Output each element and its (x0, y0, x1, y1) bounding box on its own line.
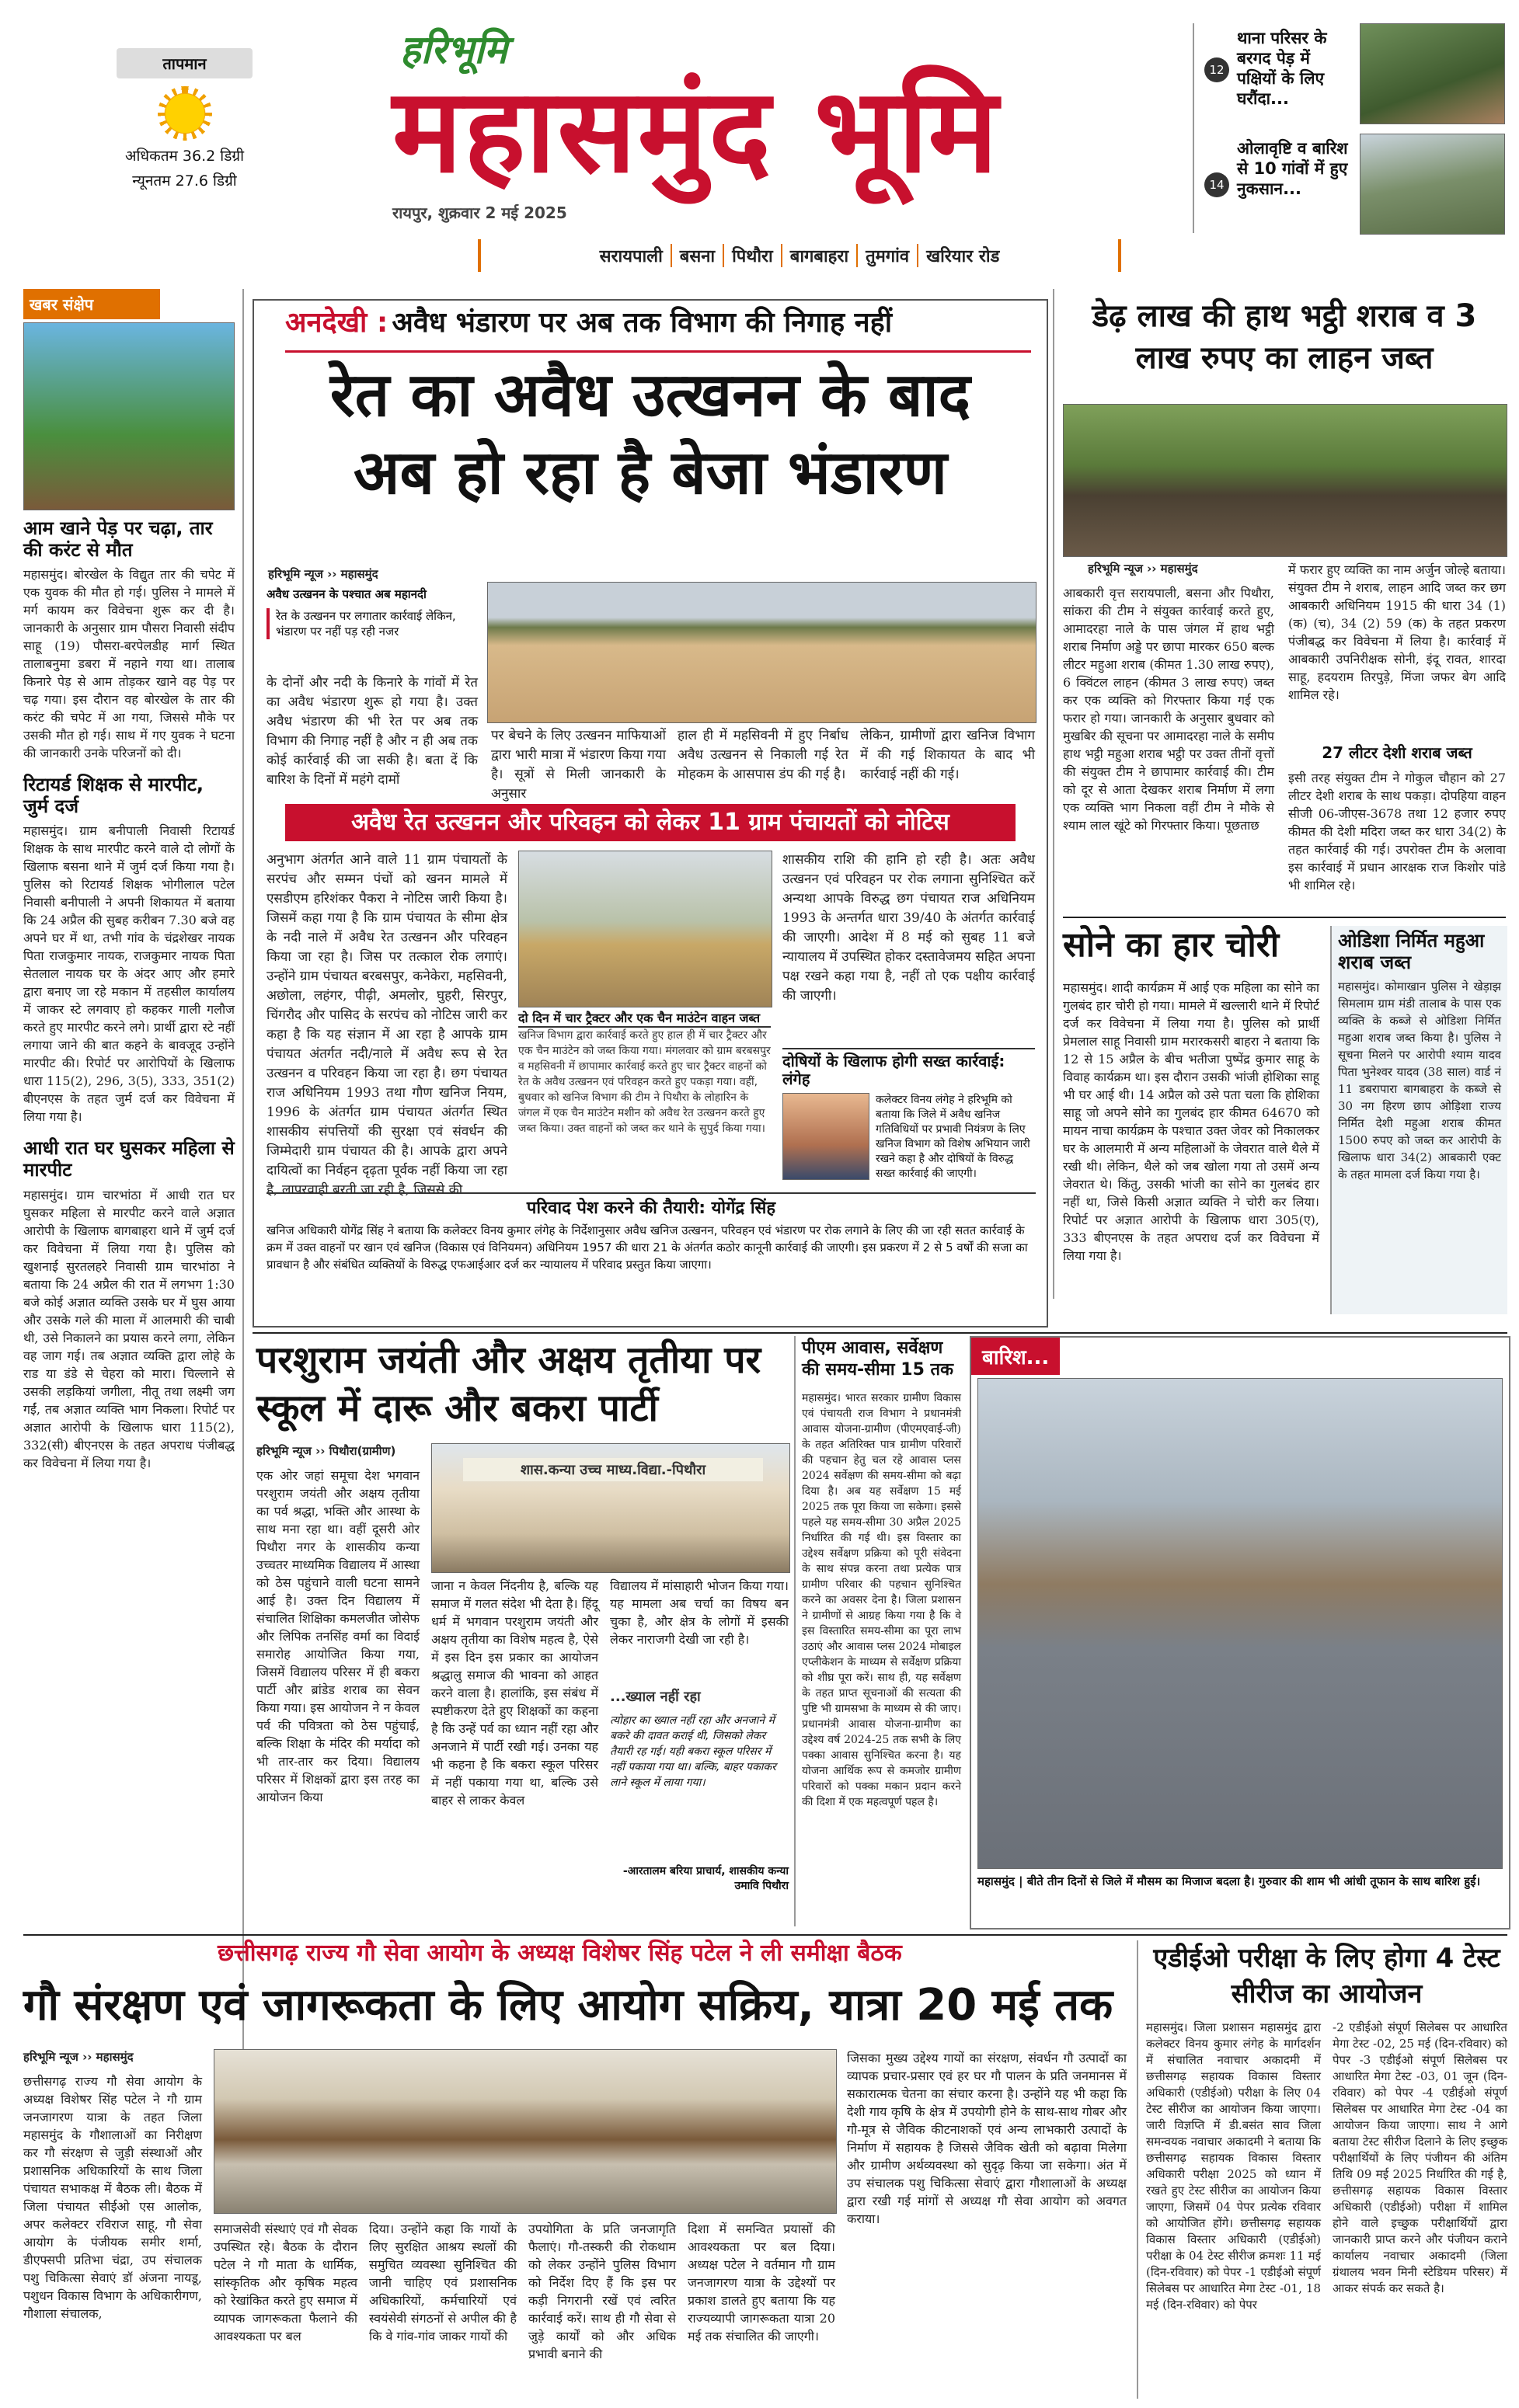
min-temp: न्यूनतम 27.6 डिग्री (132, 172, 237, 190)
page-badge: 14 (1204, 172, 1229, 197)
notice-body-2: शासकीय राशि की हानि हो रही है। अतः अवैध उत्खनन एवं परिवहन पर रोक लगाना सुनिश्चित करें अन्यथा आपके विरुद्ध छग पंचायत राज अधिनियम 1993 के अन्तर्गत धारा 39/40 के अंतर्गत कार्रवाई की जाएगी। आदेश में 8 मई को सुबह 11 बजे न्यायालय में उपस्थित होकर दस्तावेजमय सहित अपना पक्ष रखने कहा गया है, नहीं तो एक पक्षीय कार्रवाई की जाएगी। (782, 852, 1035, 1004)
teaser-1[interactable] (1197, 23, 1507, 126)
school-photo (431, 1443, 790, 1573)
lead-body-col-b: पर बेचने के लिए उत्खनन माफियाओं द्वारा भारी मात्रा में भंडारण किया गया है। सूत्रों से मिली जानकारी के अनुसार (491, 728, 666, 802)
ado-body-1: महासमुंद। जिला प्रशासन महासमुंद द्वारा कलेक्टर विनय कुमार लंगेह के मार्गदर्शन में संचालित नवाचार अकादमी में छत्तीसगढ़ सहायक विकास विस्तार अधिकारी (एडीईओ) परीक्षा के लिए 04 टेस्ट सीरीज का आयोजन किया जाएगा। जारी विज्ञप्ति में डी.बसंत साव जिला समन्वयक नवाचार अकादमी ने बताया कि छत्तीसगढ़ सहायक विकास विस्तार अधिकारी परीक्षा 2025 को ध्यान में रखते हुए टेस्ट सीरीज का आयोजन किया जाएगा, जिसमें 04 पेपर प्रत्येक रविवार को आयोजित होंगे। छत्तीसगढ़ सहायक विकास विस्तार अधिकारी (एडीईओ) परीक्षा के 04 टेस्ट सीरीज क्रमशः 11 मई (दिन-रविवार) को पेपर -1 एडीईओ संपूर्ण सिलेबस पर आधारित मेगा टेस्ट -01, 18 मई (दिन-रविवार) को पेपर (1146, 2020, 1321, 2312)
lead-kicker (285, 307, 1031, 353)
party-quote-body: त्योहार का ख्याल नहीं रहा और अनजाने में बकरे की दावत कराई थी, जिसको लेकर तैयारी रह गई। यही बकरा स्कूल परिसर में नहीं पकाया गया था। बल्कि, बाहर पकाकर लाने स्कूल में लाया गया। (610, 1714, 776, 1789)
teaser-text: थाना परिसर के बरगद पेड़ में पक्षियों के लिए घरौंदा... (1237, 29, 1327, 108)
lead-summary-box (267, 586, 478, 672)
brief-1-body: महासमुंद। बोरखेल के विद्युत तार की चपेट में एक युवक की मौत हो गई। पुलिस ने मामले में मर्ग कायम कर विवेचना शुरू कर दी है। जानकारी के अनुसार ग्राम पौसरा निवासी संदीप साहू (19) पौसरा-बरपेलडीह मार्ग स्थित तालाबनुमा डबरा में नहाने गया था। तालाब किनारे पेड़ से आम तोड़कर खाने वह पेड़ पर चढ़ गया। इस दौरान वह बोरखेल के तार की करंट की चपेट में आ गया, जिससे मौके पर उसकी मौत हो गई। साथ में गए युवक ने घटना की जानकारी उनके परिजनों को दी। (23, 567, 235, 761)
lead-kicker-red: अनदेखी : (285, 307, 388, 339)
notice-photo-caption-head: दो दिन में चार ट्रैक्टर और एक चैन माउंटेन वाहन जब्त (518, 1009, 771, 1028)
notice-photo-caption: खनिज विभाग द्वारा कार्रवाई करते हुए हाल ही में चार ट्रैक्टर और एक चैन माउंटेन को जब्त किया गया। मंगलवार को ग्राम बरबसपुर व महसिवनी में छापामार कार्रवाई करते हुए चार ट्रैक्टर वाहनों को रेत के अवैध उत्खनन एवं परिवहन करते हुए पकड़ा गया। वहीं, बुधवार को खनिज विभाग की टीम ने पिथौरा के लोहारिन के जंगल में एक चैन माउंटेन मशीन को अवैध रेत उत्खनन करते हुए जब्त किया। उक्त वाहनों को जब्त कर थाने के सुपुर्द किया गया। (518, 1029, 771, 1135)
party-quote-byline: -आरतालम बरिया प्राचार्य, शासकीय कन्या उमावि पिथौरा (622, 1865, 789, 1892)
odisha-headline: ओडिशा निर्मित महुआ शराब जब्त (1338, 930, 1485, 973)
section-rule (253, 1332, 1507, 1334)
sun-icon (158, 86, 212, 141)
section-rule (1063, 917, 1506, 918)
rain-caption: महासमुंद | बीते तीन दिनों से जिले में मौसम का मिजाज बदला है। गुरुवार की शाम भी आंधी तूफान के साथ बारिश हुई। (977, 1874, 1481, 1888)
cow-body-5: दिशा में समन्वित प्रयासों की आवश्यकता पर बल दिया। अध्यक्ष पटेल ने वर्तमान गौ ग्राम जनजागरण यात्रा के उद्देश्यों पर प्रकाश डालते हुए बताया कि यह राज्यव्यापी जागरूकता यात्रा 20 मई तक संचालित की जाएगी। (688, 2222, 835, 2344)
brief-2-body: महासमुंद। ग्राम बनीपाली निवासी रिटायर्ड शिक्षक के साथ मारपीट करने वाले दो लोगों के खिलाफ बसना थाने में जुर्म दर्ज किया गया है। पुलिस को रिटायर्ड शिक्षक भोगीलाल पटेल निवासी बनीपाली ने अपनी शिकायत में बताया कि 24 अप्रैल की सुबह करीबन 7.30 बजे वह अपने घर में था, तभी गांव के चंद्रशेखर नायक पिता राजकुमार नायक, राजकुमार नायक पिता सेतलाल नायक घर के अंदर आए और हमारे द्वारा बनाए जा रहे मकान में तहसील कार्यालय में जाकर स्टे लगवाए हो कहकर गाली गलौज करते हुए मारपीट करने लगे। प्रार्थी द्वारा स्टे नहीं लगाया जाने की बात कहने के बावजूद उन्होंने मारपीट की। रिपोर्ट पर आरोपियों के खिलाफ धारा 115(2), 296, 3(5), 333, 351(2) बीएनएस के तहत जुर्म दर्ज कर विवेचना में लिया गया है। (23, 823, 235, 1125)
pmay-body: महासमुंद। भारत सरकार ग्रामीण विकास एवं पंचायती राज विभाग ने प्रधानमंत्री आवास योजना-ग्रामीण (पीएमएवाई-जी) के तहत अतिरिक्त पात्र ग्रामीण परिवारों की पहचान हेतु चल रहे आवास प्लस 2024 सर्वेक्षण की समय-सीमा को बढ़ा दिया है। अब यह सर्वेक्षण 15 मई 2025 तक पूरा किया जा सकेगा। इससे पहले यह समय-सीमा 30 अप्रैल 2025 निर्धारित की गई थी। इस विस्तार का उद्देश्य सर्वेक्षण प्रक्रिया को पूरी संवेदना के साथ संपन्न करना तथा प्रत्येक पात्र ग्रामीण परिवार की पहचान सुनिश्चित करने का अवसर देना है। जिला प्रशासन ने ग्रामीणों से आग्रह किया गया है कि वे इस विस्तारित समय-सीमा का पूरा लाभ उठाएं और आवास प्लस 2024 मोबाइल एप्लीकेशन के माध्यम से सर्वेक्षण प्रक्रिया को शीघ्र पूरा करें। साथ ही, यह सर्वेक्षण के तहत प्राप्त सूचनाओं की सत्यता की पुष्टि भी ग्रामसभा के माध्यम से की जाए। प्रधानमंत्री आवास योजना-ग्रामीण का उद्देश्य वर्ष 2024-25 तक सभी के लिए पक्का आवास सुनिश्चित करना है। यह योजना आर्थिक रूप से कमजोर ग्रामीण परिवारों को पक्का मकान प्रदान करने की दिशा में एक महत्वपूर्ण पहल है। (802, 1392, 961, 1808)
liquor-sub-head: 27 लीटर देशी शराब जब्त (1322, 743, 1472, 762)
cow-byline: हरिभूमि न्यूज ›› महासमुंद (23, 2050, 134, 2064)
page-badge: 12 (1204, 57, 1229, 82)
cow-body-4: उपयोगिता के प्रति जनजागृति फैलाएं। गौ-तस्करी की रोकथाम को लेकर उन्होंने पुलिस विभाग को निर्देश दिए हैं कि इस पर कड़ी निगरानी रखें एवं त्वरित कार्रवाई करें। साथ ही गौ सेवा से जुड़े कार्यों को और अधिक प्रभावी बनाने की (528, 2222, 676, 2361)
teaser-text: ओलावृष्टि व बारिश से 10 गांवों में हुए नुकसान... (1237, 139, 1348, 198)
news-brief-column (23, 289, 235, 2198)
notice-banner: अवैध रेत उत्खनन और परिवहन को लेकर 11 ग्राम पंचायतों को नोटिस (285, 804, 1016, 841)
brief-illustration (23, 322, 235, 510)
place-item: बागबाहरा (782, 244, 858, 267)
lead-photo-riverbank (487, 582, 1036, 723)
brand-logo: हरिभूमि (400, 27, 507, 72)
party-quote-head: ...ख्याल नहीं रहा (610, 1689, 701, 1705)
place-item: बसना (672, 244, 724, 267)
party-headline: परशुराम जयंती और अक्षय तृतीया पर स्कूल में दारू और बकरा पार्टी (256, 1338, 761, 1430)
lead-body-col-a: के दोनों और नदी के किनारे के गांवों में रेत का अवैध भंडारण शुरू हो गया है। उक्त अवैध भंडारण की भी रेत पर अब तक विभाग की निगाह नहीं है और न ही अब तक कोई कार्रवाई की जा सकी है। बता दें कि बारिश के दिनों में महंगे दामों (267, 675, 478, 788)
odisha-body: महासमुंद। कोमाखान पुलिस ने खेड़ाझ सिमलाम ग्राम मंडी तालाब के पास एक व्यक्ति के कब्जे से ओडिशा निर्मित महुआ शराब जब्त किया है। पुलिस ने सूचना मिलने पर आरोपी श्याम यादव पिता भुनेश्वर यादव (38 साल) वार्ड नं 11 डबरापारा बागबाहरा के कब्जे से 30 नग हिरण छाप ओड़िशा राज्य निर्मित देशी महुआ शराब कीमत 1500 रुपए को जब्त कर आरोपी के खिलाफ धारा 34(2) आबकारी एक्ट के तहत मामला दर्ज किया गया है। (1338, 980, 1501, 1182)
place-item: सरायपाली (592, 244, 672, 267)
notice-photo-jcb (518, 851, 772, 1007)
ado-body-2: -2 एडीईओ संपूर्ण सिलेबस पर आधारित मेगा टेस्ट -02, 25 मई (दिन-रविवार) को पेपर -3 एडीईओ संपूर्ण सिलेबस पर आधारित मेगा टेस्ट -03, 01 जून (दिन-रविवार) को पेपर -4 एडीईओ संपूर्ण सिलेबस पर आधारित मेगा टेस्ट -04 का आयोजन किया जाएगा। साथ ने आगे बताया टेस्ट सीरीज दिलाने के लिए इच्छुक परीक्षार्थियों के लिए पंजीयन की अंतिम तिथि 09 मई 2025 निर्धारित की गई है, छत्तीसगढ़ सहायक विकास विस्तार अधिकारी (एडीईओ) परीक्षा में शामिल होने वाले इच्छुक परीक्षार्थियों द्वारा जानकारी प्राप्त करने और पंजीयन कराने कार्यालय नवाचार अकादमी (जिला ग्रंथालय भवन मिनी स्टेडियम परिसर) में आकर संपर्क कर सकते है। (1333, 2020, 1507, 2295)
school-signboard: शास.कन्या उच्च माध्य.विद्या.-पिथौरा (463, 1458, 763, 1481)
cow-body-6: जिसका मुख्य उद्देश्य गायों का संरक्षण, संवर्धन गौ उत्पादों का व्यापक प्रचार-प्रसार एवं हर घर गौ पालन के प्रति जनमानस में सकारात्मक चेतना का संचार करना है। उन्होंने यह भी कहा कि देशी गाय कृषि के क्षेत्र में उपयोगी होने के साथ-साथ गोबर और गौ-मूत्र से जैविक कीटनाशकों एवं अन्य लाभकारी उत्पादों के निर्माण में सहायक है जिससे जैविक खेती को बढ़ावा मिलेगा और ग्रामीण अर्थव्यवस्था को सुदृढ़ किया जा सकेगा। अंत में उप संचालक पशु चिकित्सा सेवाएं द्वारा गौशालाओं के अध्यक्ष द्वारा रखी गई मांगों से अध्यक्ष गौ सेवा आयोग को अवगत कराया। (847, 2051, 1127, 2226)
lead-summary-head: अवैध उत्खनन के पश्चात अब महानदी (267, 587, 427, 601)
lead-summary-bullet: रेत के उत्खनन पर लगातार कार्रवाई लेकिन, भंडारण पर नहीं पड़ रही नजर (267, 608, 478, 639)
lead-headline: रेत का अवैध उत्खनन के बाद अब हो रहा है बेजा भंडारण (329, 360, 971, 508)
proposal-body: खनिज अधिकारी योगेंद्र सिंह ने बताया कि कलेक्टर विनय कुमार लंगेह के निर्देशानुसार अवैध खनिज उत्खनन, परिवहन एवं भंडारण पर रोक लगाने के लिए की जा रही सतत कार्रवाई के क्रम में उक्त वाहनों पर खान एवं खनिज (विकास एवं विनियमन) अधिनियम 1957 की धारा 21 के अंतर्गत कठोर कानूनी कार्रवाई की जाएगी। इस प्रकरण में 2 से 5 वर्षों की सजा का प्रावधान है और संबंधित व्यक्तियों के विरुद्ध एफआईआर दर्ज कर न्यायालय में परिवाद प्रस्तुत किया जाएगा। (267, 1223, 1028, 1272)
pmay-headline: पीएम आवास, सर्वेक्षण की समय-सीमा 15 तक (802, 1338, 953, 1380)
party-body-3: विद्यालय में मांसाहारी भोजन किया गया। यह मामला अब चर्चा का विषय बन चुका है, और क्षेत्र के लोगों में इसकी लेकर नाराजगी देखी जा रही है। (610, 1578, 789, 1647)
dateline: रायपुर, शुक्रवार 2 मई 2025 (392, 204, 567, 222)
teaser-photo (1360, 134, 1505, 235)
necklace-body: महासमुंद। शादी कार्यक्रम में आई एक महिला का सोने का गुलबंद हार चोरी हो गया। मामले में खल्लारी थाने में रिपोर्ट दर्ज कर विवेचना में लिया गया है। पुलिस को प्रार्थी प्रेमलाल साहू निवासी ग्राम मरारकसरी बाहरा ने बताया कि 12 से 15 अप्रैल के बीच भतीजा पुष्पेंद्र कुमार साहू के विवाह कार्यक्रम था। इस दौरान उसकी भांजी होशिका साहू भी घर आई थी। 14 अप्रैल को उसे पता चला कि होशिका साहू जो अपने सोने का गुलबंद हार कीमत 64670 को मायन नाचा कार्यक्रम के पश्चात उक्त जेवर को निकालकर घर के आलमारी में अन्य महिलाओं के जेवरात वाले थैले में रखी थी। लेकिन, थैले को जब खोला गया तो उसमें अन्य जेवरात थे। किंतु, उसकी भांजी का सोने का गुलबंद हार नहीं था, जिसे किसी अज्ञात व्यक्ति ने चोरी कर लिया। रिपोर्ट पर अज्ञात आरोपी के खिलाफ धारा 305(ए), 333 बीएनएस के तहत अपराध दर्ज कर विवेचना में लिया गया है। (1063, 980, 1319, 1263)
weather-label: तापमान (117, 48, 253, 78)
ado-headline: एडीईओ परीक्षा के लिए होगा 4 टेस्ट सीरीज का आयोजन (1153, 1943, 1500, 2010)
column-rule (1137, 1940, 1138, 2399)
cow-meeting-photo (214, 2049, 837, 2214)
party-byline: हरिभूमि न्यूज ›› पिथौरा(ग्रामीण) (256, 1444, 396, 1458)
rain-label: बारिश... (971, 1338, 1060, 1375)
cow-headline: गौ संरक्षण एवं जागरूकता के लिए आयोग सक्रिय, यात्रा 20 मई तक (23, 1980, 1113, 2030)
culprit-body: कलेक्टर विनय लंगेह ने हरिभूमि को बताया कि जिले में अवैध खनिज गतिविधियों पर प्रभावी नियंत्रण के लिए खनिज विभाग को विशेष अभियान जारी रखने कहा है और दोषियों के विरुद्ध सख्त कार्रवाई की जाएगी। (876, 1094, 1030, 1180)
party-body-1: एक ओर जहां समूचा देश भगवान परशुराम जयंती और अक्षय तृतीया का पर्व श्रद्धा, भक्ति और आस्था के साथ मना रहा था। वहीं दूसरी ओर पिथौरा नगर के शासकीय कन्या उच्चतर माध्यमिक विद्यालय में आस्था को ठेस पहुंचाने वाली घटना सामने आई है। उक्त दिन विद्यालय में संचालित शिक्षिका कमलजीत जोसेफ और लिपिक तनसिंह वर्मा का विदाई समारोह आयोजित किया गया, जिसमें विद्यालय परिसर में ही बकरा पार्टी और ब्रांडेड शराब का सेवन किया गया। इस आयोजन ने न केवल पर्व की पवित्रता को ठेस पहुंचाई, बल्कि शिक्षा के मंदिर की मर्यादा को भी तार-तार कर दिया। विद्यालय परिसर में शिक्षकों द्वारा इस तरह का आयोजन किया (256, 1468, 420, 1804)
teaser-2[interactable] (1197, 134, 1507, 236)
necklace-headline: सोने का हार चोरी (1063, 925, 1280, 965)
section-rule (23, 1934, 1507, 1936)
places-strip (478, 239, 1121, 272)
liquor-byline: हरिभूमि न्यूज ›› महासमुंद (1088, 562, 1198, 576)
brief-3-body: महासमुंद। ग्राम चारभांठा में आधी रात घर घुसकर महिला से मारपीट करने वाले अज्ञात आरोपी के खिलाफ बागबाहरा थाने में जुर्म दर्ज कर विवेचना में लिया गया है। पुलिस को खुशनाई सुरतलहरे निवासी ग्राम चारभांठा ने बताया कि 24 अप्रैल की रात में लगभग 1:30 बजे कोई अज्ञात व्यक्ति उसके घर में घुस आया और उसके गले की माला में आलमारी की चाबी थी, उसे निकालने का प्रयास करने लगा, लेकिन वह जाग गई। तब अज्ञात व्यक्ति द्वारा लोहे के राड या डंडे से चेहरा को मारा। चिल्लाने से उसकी लड़कियां जगीला, नीतू तथा लक्ष्मी जग गईं, तब अज्ञात व्यक्ति भाग निकला। रिपोर्ट पर अज्ञात आरोपी के खिलाफ धारा 115(2), 332(सी) बीएनएस के तहत अपराध पंजीबद्ध कर विवेचना में लिया गया है। (23, 1187, 235, 1470)
place-item: खरियार रोड (926, 247, 1000, 266)
liquor-headline: डेढ़ लाख की हाथ भट्ठी शराब व 3 लाख रुपए का लाहन जब्त (1092, 298, 1477, 376)
lead-kicker-text: अवैध भंडारण पर अब तक विभाग की निगाह नहीं (392, 307, 893, 339)
lead-body-col-c: हाल ही में महसिवनी में हुए निर्बाध अवैध उत्खनन से निकाली गई रेत मोहकम के आसपास डंप की गई है। (678, 728, 848, 782)
rain-photo-box (970, 1336, 1510, 1930)
teaser-photo (1360, 23, 1505, 124)
weather-box (117, 48, 253, 215)
masthead-title: महासमुंद भूमि (392, 64, 1000, 199)
brief-2-title: रिटायर्ड शिक्षक से मारपीट, जुर्म दर्ज (23, 774, 204, 817)
lead-byline: हरिभूमि न्यूज ›› महासमुंद (268, 567, 378, 581)
brief-1-title: आम खाने पेड़ पर चढ़ा, तार की करंट से मौत (23, 517, 213, 561)
rain-photo (977, 1378, 1503, 1869)
column-rule (1053, 289, 1054, 1299)
liquor-body-1: आबकारी वृत्त सरायपाली, बसना और पिथौरा, सांकरा की टीम ने संयुक्त कार्रवाई करते हुए, आमादरहा नाले के पास जंगल में हाथ भट्ठी शराब निर्माण अड्डे पर छापा मारकर 650 बल्क लीटर महुआ शराब (कीमत 1.30 लाख रुपए), 6 क्विंटल लाहन (कीमत 3 लाख रुपए) जब्त कर एक व्यक्ति को गिरफ्तार किया गई एक फरार हो गया। जानकारी के अनुसार बुधवार को मुखबिर की सूचना पर आमादरहा नाले के समीप हाथ भट्ठी महुआ शराब भट्ठी पर उक्त तीनों वृत्तों की संयुक्त टीम ने छापामार कार्रवाई की। टीम को दूर से आता देखकर शराब निर्माण में लगा एक व्यक्ति भाग निकला वहीं टीम ने मौके से श्याम लाल खूंटे को गिरफ्तार किया। पूछताछ (1063, 586, 1274, 833)
lead-story (253, 299, 1048, 1328)
party-body-2: जाना न केवल निंदनीय है, बल्कि यह समाज में गलत संदेश भी देता है। हिंदू धर्म में भगवान परशुराम जयंती और अक्षय तृतीया का विशेष महत्व है, ऐसे में इस दिन इस प्रकार का आयोजन श्रद्धालु समाज की भावना को आहत करने वाला है। हालांकि, इस संबंध में स्पष्टीकरण देते हुए शिक्षकों का कहना है कि उन्हें पर्व का ध्यान नहीं रहा और अनजाने में पार्टी रखी गई। उनका यह भी कहना है कि बकरा स्कूल परिसर में नहीं पकाया गया था, बल्कि उसे बाहर से लाकर केवल (431, 1578, 598, 1808)
brief-3-title: आधी रात घर घुसकर महिला से मारपीट (23, 1137, 235, 1181)
cow-body-3: दिया। उन्होंने कहा कि गायों के लिए सुरक्षित आश्रय स्थलों की समुचित व्यवस्था सुनिश्चित की जानी चाहिए एवं प्रशासनिक अधिकारियों, कर्मचारियों एवं स्वयंसेवी संगठनों से अपील की है कि वे गांव-गांव जाकर गायों की (369, 2222, 517, 2344)
culprit-head: दोषियों के खिलाफ होगी सख्त कार्रवाई: लंगेह (782, 1048, 1035, 1088)
odisha-box (1330, 926, 1507, 1314)
cow-body-1: छत्तीसगढ़ राज्य गौ सेवा आयोग के अध्यक्ष विशेषर सिंह पटेल ने गौ ग्राम जनजागरण यात्रा के तहत जिला महासमुंद के गौशालाओं का निरीक्षण कर गौ संरक्षण से जुड़ी संस्थाओं और प्रशासनिक अधिकारियों के साथ जिला पंचायत सभाकक्ष में बैठक ली। बैठक में जिला पंचायत सीईओ एस आलोक, अपर कलेक्टर रविराज साहू, गौ सेवा आयोग के पंजीयक समीर शर्मा, डीएफ्सपी प्रतिभा चंद्रा, उप संचालक पशु चिकित्सा सेवाएं डॉ अंजना नायडू, पशुधन विकास विभाग के अधिकारीगण, गौशाला संचालक, (23, 2074, 202, 2321)
collector-portrait (782, 1093, 869, 1180)
proposal-head: परिवाद पेश करने की तैयारी: योगेंद्र सिंह (267, 1192, 1036, 1218)
liquor-photo (1063, 404, 1507, 557)
notice-body-1: अनुभाग अंतर्गत आने वाले 11 ग्राम पंचायतों के सरपंच और सम्मन पंचों को खनन मामले में एसडीएम हरिशंकर पैकरा ने नोटिस जारी किया है। जिसमें कहा गया है कि ग्राम पंचायत के सीमा क्षेत्र के नदी नाले में अवैध रेत उत्खनन और परिवहन किया जा रहा है। जिस पर तत्काल रोक लगाएं। उन्होंने ग्राम पंचायत बरबसपुर, कनेकेरा, महसिवनी, अछोला, लहंगर, पीढ़ी, अमलोर, घुहरी, सिरपुर, चिंगरौद और पासिद के सरपंच को नोटिस जारी कर कहा है कि यह संज्ञान में आ रहा है आपके ग्राम पंचायत अंतर्गत नदी/नाले में अवैध रूप से रेत उत्खनन व परिवहन किया जा रहा है। छग पंचायत राज अधिनियम 1993 तथा गौण खनिज नियम, 1996 के अंतर्गत ग्राम पंचायत अंतर्गत स्थित शासकीय संपत्तियों की सुरक्षा एवं संवर्धन की जिम्मेदारी ग्राम पंचायत की है। आपके द्वारा अपने दायित्वों का निर्वहन दृढ़ता पूर्वक नहीं किया जा रहा है, लापरवाही बरती जा रही है, जिससे की (267, 852, 507, 1198)
teaser-divider (1193, 23, 1194, 233)
place-item: तुमगांव (858, 244, 918, 267)
column-rule (794, 1336, 796, 1926)
cow-kicker: छत्तीसगढ़ राज्य गौ सेवा आयोग के अध्यक्ष विशेषर सिंह पटेल ने ली समीक्षा बैठक (218, 1940, 902, 1967)
place-item: पिथौरा (724, 244, 782, 267)
liquor-body-2: में फरार हुए व्यक्ति का नाम अर्जुन जोल्हे बताया। संयुक्त टीम ने शराब, लाहन आदि जब्त कर छग आबकारी अधिनियम 1915 की धारा 34 (1) (क) (च), 34 (2) 59 (क) के तहत प्रकरण पंजीबद्ध कर विवेचना में लिया है। कार्रवाई में आबकारी उपनिरीक्षक सोनी, इंदू रावत, शारदा साहू, हदयराम तिरपुड़े, मिंजा जफर बेग आदि शामिल रहे। (1288, 562, 1506, 702)
cow-body-2: समाजसेवी संस्थाएं एवं गौ सेवक उपस्थित रहे। बैठक के दौरान पटेल ने गौ माता के धार्मिक, सांस्कृतिक और कृषिक महत्व को रेखांकित करते हुए समाज में व्यापक जागरूकता फैलाने की आवश्यकता पर बल (214, 2222, 357, 2344)
lead-body-col-d: लेकिन, ग्रामीणों द्वारा खनिज विभाग में की गई शिकायत के बाद भी कार्रवाई नहीं की गई। (860, 728, 1035, 782)
max-temp: अधिकतम 36.2 डिग्री (124, 148, 244, 165)
liquor-sub-body: इसी तरह संयुक्त टीम ने गोकुल चौहान को 27 लीटर देशी शराब के साथ पकड़ा। दोपहिया वाहन सीजी 06-जीएस-3678 तथा 12 हजार रुपए कीमत की देशी मदिरा जब्त कर धारा 34(2) के तहत कार्रवाई की गई। उपरोक्त टीम के अलावा इस कार्रवाई में प्रधान आरक्षक राज किशोर पांडे भी शामिल रहे। (1288, 771, 1506, 893)
news-brief-label: खबर संक्षेप (23, 289, 160, 319)
column-rule (242, 289, 244, 2192)
